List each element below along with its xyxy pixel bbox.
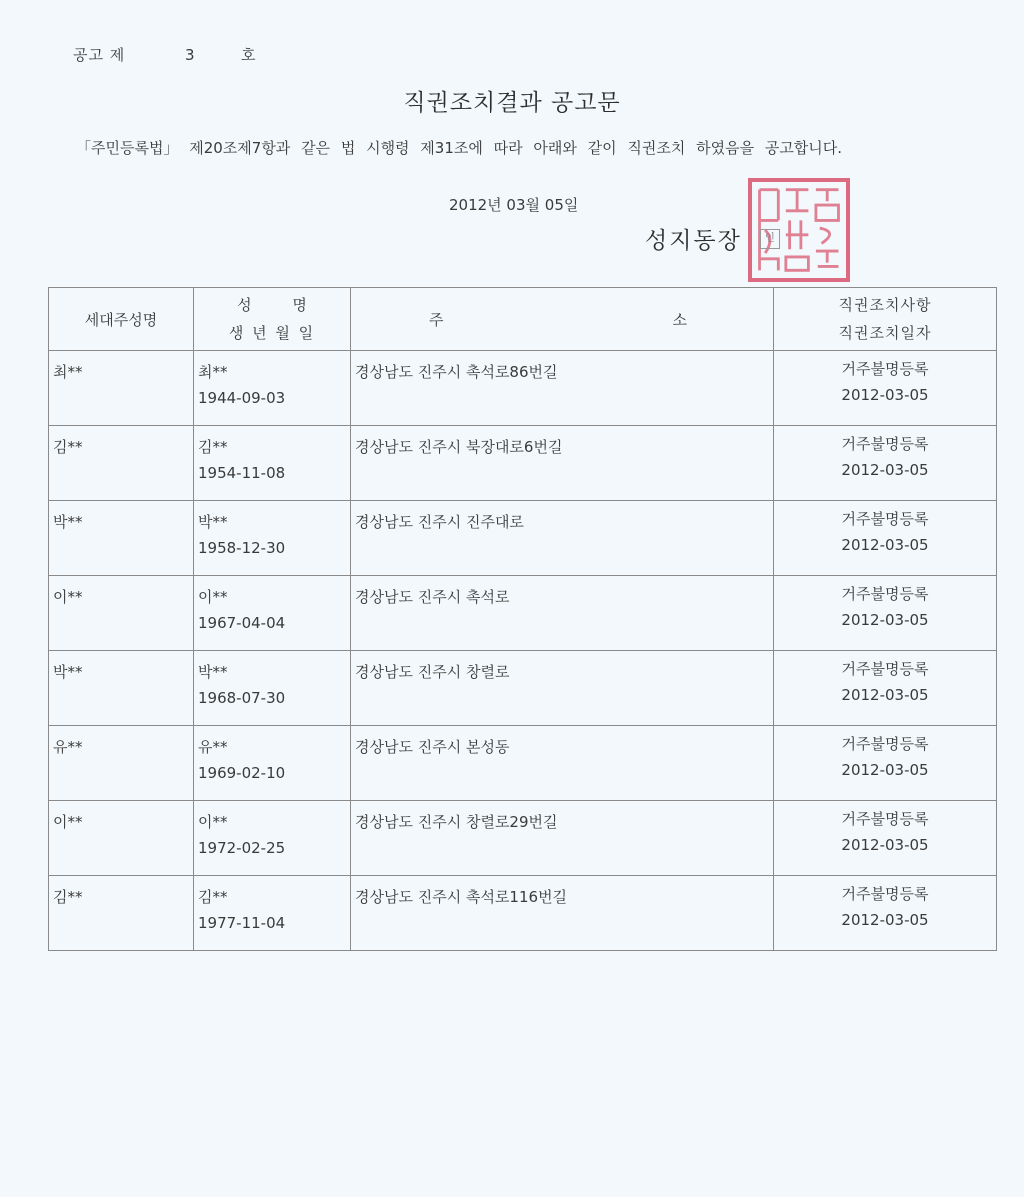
status-cell: 거주불명등록 — [841, 510, 929, 528]
status-cell: 거주불명등록 — [841, 585, 929, 603]
table-row — [49, 501, 997, 576]
householder-cell: 김** — [53, 438, 83, 456]
address-cell: 경상남도 진주시 창렬로29번길 — [355, 813, 558, 831]
name-cell: 박** — [198, 663, 228, 681]
birth-cell: 1958-12-30 — [198, 539, 286, 557]
stamp-mark: 인 — [760, 229, 780, 249]
birth-cell: 1969-02-10 — [198, 764, 286, 782]
name-cell: 박** — [198, 513, 228, 531]
header-name: 성 명 — [237, 296, 325, 314]
header-address-left: 주 — [429, 310, 444, 329]
address-cell: 경상남도 진주시 창렬로 — [355, 663, 510, 681]
status-cell: 거주불명등록 — [841, 360, 929, 378]
header-action-type: 직권조치사항 — [838, 296, 932, 314]
page-title: 직권조치결과 공고문 — [403, 90, 621, 116]
householder-cell: 박** — [53, 663, 83, 681]
table-row — [49, 576, 997, 651]
header-action-date: 직권조치일자 — [838, 324, 932, 342]
table-row — [49, 351, 997, 426]
status-cell: 거주불명등록 — [841, 435, 929, 453]
table-row — [49, 876, 997, 951]
householder-cell: 이** — [53, 813, 83, 831]
notice-label: 공고 제 — [73, 46, 126, 64]
address-cell: 경상남도 진주시 촉석로116번길 — [355, 888, 568, 906]
address-cell: 경상남도 진주시 본성동 — [355, 738, 510, 756]
date-cell: 2012-03-05 — [841, 611, 929, 629]
date-cell: 2012-03-05 — [841, 536, 929, 554]
date-cell: 2012-03-05 — [841, 386, 929, 404]
householder-cell: 박** — [53, 513, 83, 531]
address-cell: 경상남도 진주시 진주대로 — [355, 513, 524, 531]
address-cell: 경상남도 진주시 촉석로 — [355, 588, 510, 606]
name-cell: 최** — [198, 363, 228, 381]
status-cell: 거주불명등록 — [841, 885, 929, 903]
table-row — [49, 426, 997, 501]
householder-cell: 이** — [53, 588, 83, 606]
birth-cell: 1977-11-04 — [198, 914, 286, 932]
birth-cell: 1967-04-04 — [198, 614, 286, 632]
notice-body: 「주민등록법」 제20조제7항과 같은 법 시행령 제31조에 따라 아래와 같이 직권조치 하였음을 공고합니다. — [76, 139, 843, 157]
birth-cell: 1944-09-03 — [198, 389, 286, 407]
name-cell: 김** — [198, 438, 228, 456]
date-cell: 2012-03-05 — [841, 461, 929, 479]
name-cell: 이** — [198, 813, 228, 831]
date-cell: 2012-03-05 — [841, 911, 929, 929]
status-cell: 거주불명등록 — [841, 810, 929, 828]
signer-title: 성지동장 — [645, 228, 742, 254]
header-name-birth — [194, 288, 351, 351]
status-cell: 거주불명등록 — [841, 660, 929, 678]
table-row — [49, 651, 997, 726]
address-cell: 경상남도 진주시 촉석로86번길 — [355, 363, 558, 381]
birth-cell: 1954-11-08 — [198, 464, 286, 482]
header-action — [774, 288, 997, 351]
notice-date: 2012년 03월 05일 — [449, 196, 579, 214]
header-householder: 세대주성명 — [49, 288, 194, 351]
table-row — [49, 801, 997, 876]
table-header-row — [49, 288, 997, 351]
address-cell: 경상남도 진주시 북장대로6번길 — [355, 438, 563, 456]
date-cell: 2012-03-05 — [841, 761, 929, 779]
birth-cell: 1968-07-30 — [198, 689, 286, 707]
name-cell: 이** — [198, 588, 228, 606]
table-row — [49, 726, 997, 801]
householder-cell: 유** — [53, 738, 83, 756]
birth-cell: 1972-02-25 — [198, 839, 286, 857]
notice-number — [73, 44, 257, 65]
name-cell: 유** — [198, 738, 228, 756]
date-cell: 2012-03-05 — [841, 836, 929, 854]
header-birth: 생 년 월 일 — [228, 324, 316, 342]
status-cell: 거주불명등록 — [841, 735, 929, 753]
householder-cell: 최** — [53, 363, 83, 381]
notice-suffix: 호 — [241, 46, 257, 64]
name-cell: 김** — [198, 888, 228, 906]
date-cell: 2012-03-05 — [841, 686, 929, 704]
records-table — [48, 287, 997, 951]
header-address-right: 소 — [672, 310, 687, 329]
header-address — [351, 288, 774, 351]
householder-cell: 김** — [53, 888, 83, 906]
notice-number-value: 3 — [185, 46, 196, 64]
